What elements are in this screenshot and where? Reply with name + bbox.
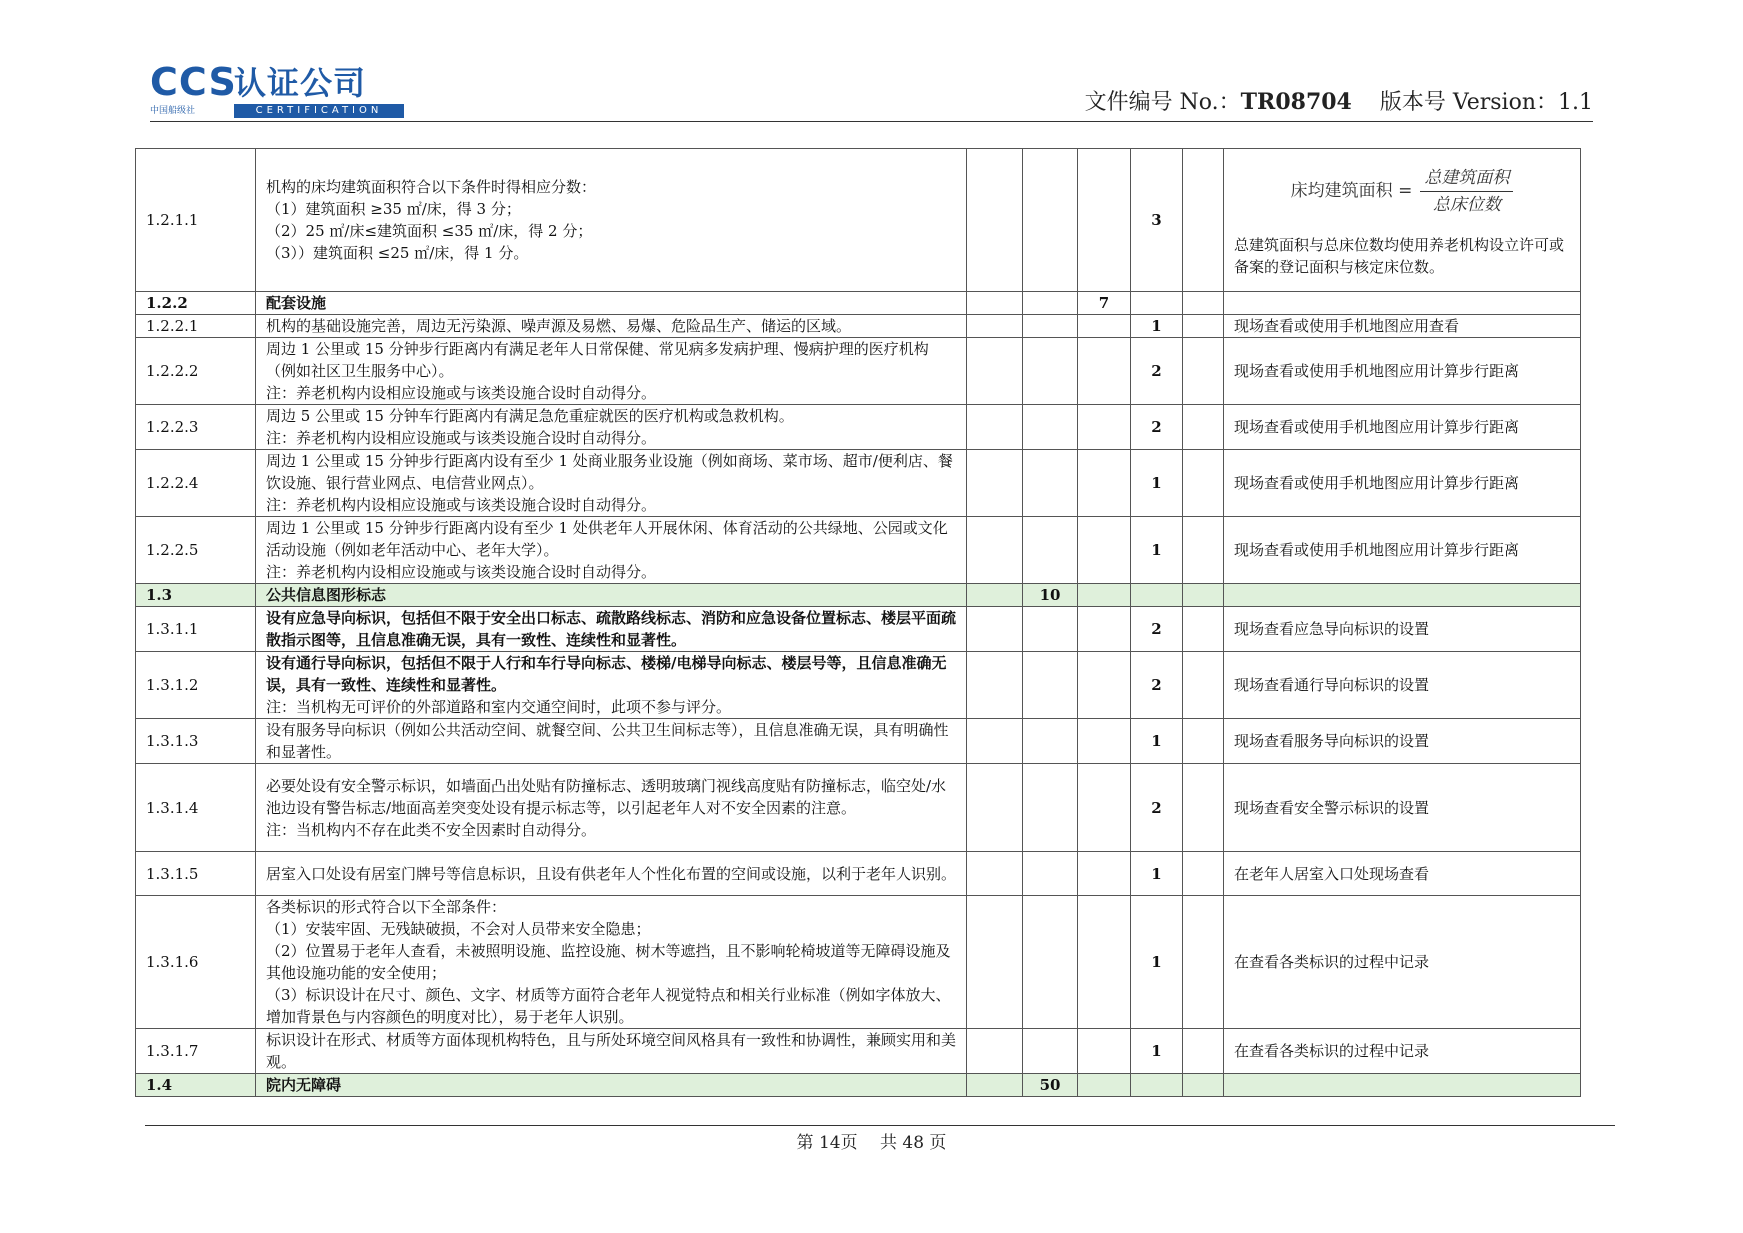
subsection-score: 7 — [1078, 292, 1131, 315]
item-content — [256, 719, 967, 764]
cell — [1183, 852, 1224, 896]
logo-society-text: 中国船级社 — [150, 106, 196, 116]
header-divider — [150, 121, 1593, 122]
item-number: 1.3.1.7 — [136, 1029, 256, 1074]
table-row — [136, 338, 1581, 405]
cell — [1078, 764, 1131, 852]
cell — [1183, 292, 1224, 315]
cell — [1183, 450, 1224, 517]
item-score: 2 — [1131, 652, 1183, 719]
method-cell — [1224, 149, 1581, 292]
cell — [1023, 1029, 1078, 1074]
cell — [1183, 652, 1224, 719]
table-row — [136, 1074, 1581, 1097]
item-score: 1 — [1131, 315, 1183, 338]
item-number: 1.2.2.3 — [136, 405, 256, 450]
table-row — [136, 1029, 1581, 1074]
item-content — [256, 338, 967, 405]
content-line: 必要处设有安全警示标识，如墙面凸出处贴有防撞标志、透明玻璃门视线高度贴有防撞标志，临空处/水池边设有警告标志/地面高差突变处设有提示标志等，以引起老年人对不安全因素的注意。 — [266, 776, 947, 817]
category-title: 公共信息图形标志 — [256, 584, 967, 607]
item-content — [256, 896, 967, 1029]
cell — [967, 1074, 1023, 1097]
item-score: 1 — [1131, 719, 1183, 764]
cell — [1183, 338, 1224, 405]
logo-company-name: 认证公司 — [234, 64, 367, 102]
cell — [967, 517, 1023, 584]
key-requirement: 设有通行导向标识，包括但不限于人行和车行导向标志、楼梯/电梯导向标志、楼层号等，且信息准确无误，具有一致性、连续性和显著性。 — [266, 654, 947, 694]
cell — [967, 1029, 1023, 1074]
cell — [1078, 517, 1131, 584]
key-requirement: 设有应急导向标识，包括但不限于安全出口标志、疏散路线标志、消防和应急设备位置标志、楼层平面疏散指示图等，且信息准确无误，具有一致性、连续性和显著性。 — [266, 609, 957, 649]
cell — [1078, 405, 1131, 450]
item-content — [256, 652, 967, 719]
assessment-method: 现场查看应急导向标识的设置 — [1224, 607, 1581, 652]
cell — [1023, 719, 1078, 764]
ccs-logo — [150, 62, 405, 122]
cell — [967, 764, 1023, 852]
cell — [967, 896, 1023, 1029]
version: 1.1 — [1558, 90, 1593, 115]
item-score: 2 — [1131, 405, 1183, 450]
note-line: 注：养老机构内设相应设施或与该类设施合设时自动得分。 — [266, 429, 657, 447]
cell — [1023, 405, 1078, 450]
item-content — [256, 149, 967, 292]
content-line: 各类标识的形式符合以下全部条件： — [266, 898, 507, 916]
footer-divider — [145, 1125, 1615, 1126]
assessment-method: 现场查看或使用手机地图应用计算步行距离 — [1224, 450, 1581, 517]
cell — [1078, 652, 1131, 719]
cell — [1183, 149, 1224, 292]
item-score: 2 — [1131, 607, 1183, 652]
cell — [1131, 584, 1183, 607]
cell — [1183, 607, 1224, 652]
content-line: （3）标识设计在尺寸、颜色、文字、材质等方面符合老年人视觉特点和相关行业标准（例如字体放大、增加背景色与内容颜色的明度对比），易于老年人识别。 — [266, 986, 951, 1026]
formula-denominator: 总床位数 — [1432, 194, 1501, 215]
cell — [1131, 1074, 1183, 1097]
content-line: 标识设计在形式、材质等方面体现机构特色，且与所处环境空间风格具有一致性和协调性，兼顾实用和美观。 — [266, 1031, 957, 1071]
cell — [1023, 852, 1078, 896]
assessment-method: 现场查看或使用手机地图应用查看 — [1224, 315, 1581, 338]
item-number: 1.3.1.4 — [136, 764, 256, 852]
item-score: 2 — [1131, 764, 1183, 852]
assessment-method: 现场查看服务导向标识的设置 — [1224, 719, 1581, 764]
formula-fraction — [1420, 167, 1513, 216]
cell — [1131, 292, 1183, 315]
item-content — [256, 852, 967, 896]
note-line: 注：养老机构内设相应设施或与该类设施合设时自动得分。 — [266, 496, 657, 514]
cell — [967, 450, 1023, 517]
content-line: （3））建筑面积 ≤25 ㎡/床，得 1 分。 — [266, 244, 529, 262]
page-number: 第 14页 共 48 页 — [796, 1133, 947, 1153]
logo-ccs-text: CCS — [150, 60, 237, 104]
cell — [1023, 338, 1078, 405]
assessment-method: 在查看各类标识的过程中记录 — [1224, 896, 1581, 1029]
cell — [1078, 315, 1131, 338]
item-number: 1.4 — [136, 1074, 256, 1097]
item-content — [256, 517, 967, 584]
item-score: 1 — [1131, 450, 1183, 517]
cell — [967, 315, 1023, 338]
cell — [1078, 896, 1131, 1029]
formula-numerator: 总建筑面积 — [1420, 167, 1513, 192]
page-header — [0, 0, 1743, 130]
cell — [1023, 292, 1078, 315]
item-number: 1.2.2.1 — [136, 315, 256, 338]
cell — [1023, 652, 1078, 719]
item-number: 1.2.2.5 — [136, 517, 256, 584]
item-number: 1.3.1.2 — [136, 652, 256, 719]
note-line: 注：养老机构内设相应设施或与该类设施合设时自动得分。 — [266, 384, 657, 402]
doc-no: TR08704 — [1240, 89, 1352, 115]
item-score: 2 — [1131, 338, 1183, 405]
table-row — [136, 405, 1581, 450]
cell — [1023, 149, 1078, 292]
table-row — [136, 517, 1581, 584]
note-line: 注：当机构内不存在此类不安全因素时自动得分。 — [266, 820, 597, 839]
cell — [967, 149, 1023, 292]
category-score: 10 — [1023, 584, 1078, 607]
item-number: 1.2.2.2 — [136, 338, 256, 405]
cell — [1078, 450, 1131, 517]
cell — [1078, 1074, 1131, 1097]
assessment-method: 现场查看或使用手机地图应用计算步行距离 — [1224, 338, 1581, 405]
item-score: 1 — [1131, 517, 1183, 584]
item-number: 1.2.2.4 — [136, 450, 256, 517]
cell — [1078, 584, 1131, 607]
cell — [1183, 1074, 1224, 1097]
note-line: 注：养老机构内设相应设施或与该类设施合设时自动得分。 — [266, 563, 657, 581]
cell — [1023, 764, 1078, 852]
content-line: （2）位置易于老年人查看，未被照明设施、监控设施、树木等遮挡，且不影响轮椅坡道等无障碍设施及其他设施功能的安全使用； — [266, 942, 951, 982]
table-row — [136, 607, 1581, 652]
table-row — [136, 652, 1581, 719]
assessment-method: 现场查看或使用手机地图应用计算步行距离 — [1224, 405, 1581, 450]
item-content — [256, 607, 967, 652]
table-row — [136, 292, 1581, 315]
item-number: 1.2.2 — [136, 292, 256, 315]
assessment-method: 现场查看安全警示标识的设置 — [1224, 764, 1581, 852]
assessment-method: 现场查看通行导向标识的设置 — [1224, 652, 1581, 719]
formula-note: 总建筑面积与总床位数均使用养老机构设立许可或备案的登记面积与核定床位数。 — [1234, 235, 1565, 276]
cell — [967, 405, 1023, 450]
assessment-method: 在老年人居室入口处现场查看 — [1224, 852, 1581, 896]
cell — [967, 338, 1023, 405]
content-line: 周边 5 公里或 15 分钟车行距离内有满足急危重症就医的医疗机构或急救机构。 — [266, 407, 794, 425]
item-score: 1 — [1131, 852, 1183, 896]
cell — [967, 292, 1023, 315]
content-line: （2）25 ㎡/床≤建筑面积 ≤35 ㎡/床，得 2 分； — [266, 222, 593, 240]
item-content — [256, 450, 967, 517]
cell — [1023, 517, 1078, 584]
category-score: 50 — [1023, 1074, 1078, 1097]
item-score: 3 — [1131, 149, 1183, 292]
cell — [1224, 584, 1581, 607]
cell — [967, 852, 1023, 896]
cell — [1078, 607, 1131, 652]
table-row — [136, 149, 1581, 292]
cell — [1183, 517, 1224, 584]
cell — [1224, 1074, 1581, 1097]
table-row — [136, 896, 1581, 1029]
document-info — [1085, 88, 1593, 117]
note-line: 注：当机构无可评价的外部道路和室内交通空间时，此项不参与评分。 — [266, 698, 732, 716]
cell — [1183, 584, 1224, 607]
cell — [1183, 405, 1224, 450]
version-label: 版本号 Version： — [1379, 90, 1558, 115]
table-row — [136, 852, 1581, 896]
table-row — [136, 764, 1581, 852]
section-title: 配套设施 — [256, 292, 967, 315]
table-row — [136, 584, 1581, 607]
cell — [967, 652, 1023, 719]
content-line: 周边 1 公里或 15 分钟步行距离内设有至少 1 处商业服务业设施（例如商场、菜市场、超市/便利店、餐饮设施、银行营业网点、电信营业网点）。 — [266, 452, 953, 492]
formula-left: 床均建筑面积 = — [1290, 181, 1413, 201]
item-content — [256, 405, 967, 450]
cell — [1078, 1029, 1131, 1074]
doc-no-label: 文件编号 No.： — [1084, 90, 1241, 115]
cell — [1183, 1029, 1224, 1074]
cell — [1023, 607, 1078, 652]
item-number: 1.2.1.1 — [136, 149, 256, 292]
content-line: 机构的床均建筑面积符合以下条件时得相应分数： — [266, 178, 597, 196]
cell — [1183, 315, 1224, 338]
item-content — [256, 315, 967, 338]
logo-certification-band: CERTIFICATION — [234, 104, 404, 118]
bed-area-formula — [1234, 167, 1570, 216]
item-number: 1.3.1.6 — [136, 896, 256, 1029]
cell — [967, 719, 1023, 764]
content-line: 周边 1 公里或 15 分钟步行距离内有满足老年人日常保健、常见病多发病护理、慢病护理的医疗机构（例如社区卫生服务中心）。 — [266, 340, 929, 380]
table-row — [136, 315, 1581, 338]
cell — [1078, 149, 1131, 292]
content-line: 设有服务导向标识（例如公共活动空间、就餐空间、公共卫生间标志等），且信息准确无误，具有明确性和显著性。 — [266, 721, 949, 761]
cell — [1183, 719, 1224, 764]
item-score: 1 — [1131, 896, 1183, 1029]
evaluation-table — [135, 148, 1581, 1097]
item-number: 1.3.1.1 — [136, 607, 256, 652]
item-number: 1.3.1.3 — [136, 719, 256, 764]
item-number: 1.3.1.5 — [136, 852, 256, 896]
cell — [1078, 852, 1131, 896]
cell — [967, 584, 1023, 607]
content-line: （1）建筑面积 ≥35 ㎡/床，得 3 分； — [266, 200, 521, 218]
assessment-method: 在查看各类标识的过程中记录 — [1224, 1029, 1581, 1074]
content-line: （1）安装牢固、无残缺破损，不会对人员带来安全隐患； — [266, 920, 651, 938]
content-line: 居室入口处设有居室门牌号等信息标识，且设有供老年人个性化布置的空间或设施，以利于老年人识别。 — [266, 864, 957, 883]
item-content — [256, 1029, 967, 1074]
cell — [1078, 719, 1131, 764]
content-line: 周边 1 公里或 15 分钟步行距离内设有至少 1 处供老年人开展休闲、体育活动的公共绿地、公园或文化活动设施（例如老年活动中心、老年大学）。 — [266, 519, 948, 559]
item-number: 1.3 — [136, 584, 256, 607]
assessment-method: 现场查看或使用手机地图应用计算步行距离 — [1224, 517, 1581, 584]
table-row — [136, 450, 1581, 517]
cell — [1078, 338, 1131, 405]
item-content — [256, 764, 967, 852]
cell — [1023, 315, 1078, 338]
cell — [967, 607, 1023, 652]
category-title: 院内无障碍 — [256, 1074, 967, 1097]
cell — [1224, 292, 1581, 315]
item-score: 1 — [1131, 1029, 1183, 1074]
cell — [1023, 896, 1078, 1029]
cell — [1023, 450, 1078, 517]
cell — [1183, 896, 1224, 1029]
cell — [1183, 764, 1224, 852]
table-row — [136, 719, 1581, 764]
content-line: 机构的基础设施完善，周边无污染源、噪声源及易燃、易爆、危险品生产、储运的区域。 — [266, 317, 852, 335]
